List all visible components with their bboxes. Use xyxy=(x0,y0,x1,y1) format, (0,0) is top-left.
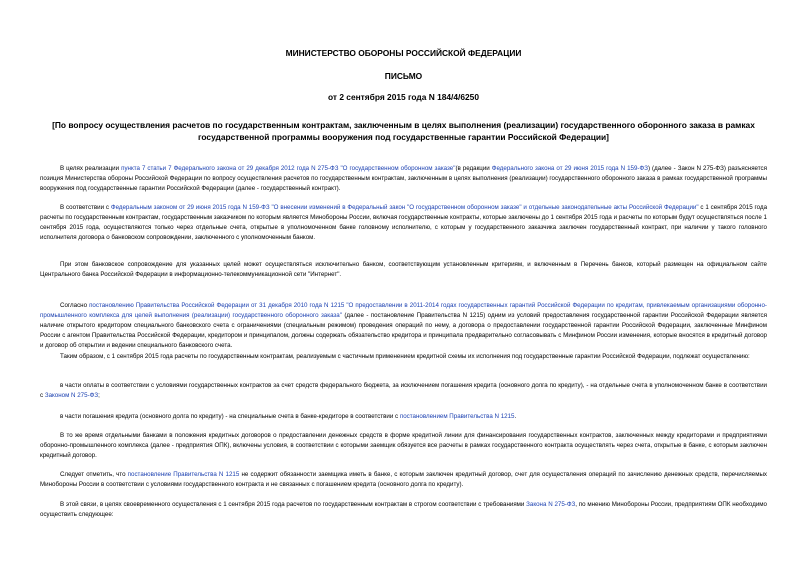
paragraph-8 xyxy=(40,431,767,461)
law-275-fz-link[interactable]: пункта 7 статьи 7 Федерального закона от 29 декабря 2012 года N 275-ФЗ "О государственном оборонном заказе" xyxy=(121,165,456,173)
law-275-fz-short-link[interactable]: Закона N 275-ФЗ xyxy=(526,501,576,509)
paragraph-text: В то же время отдельными банками в положения кредитных договоров о предоставлении денежных средств в форме кредитной линии для финансирования государственных контрактов, заключенных между кредиторами и предприятиями оборонно-промышленного комплекса (далее - предприятия ОПК), включены условия, в соответствии с которыми заемщик обязуется все расчеты в рамках государственного контракта осуществлять через счета, открытые в банке, с которым заключен кредитный договор. xyxy=(40,432,767,460)
resolution-1215-link[interactable]: постановление Правительства N 1215 xyxy=(127,471,240,479)
paragraph-text: (в редакции xyxy=(455,165,492,173)
paragraph-text: В соответствии с xyxy=(60,204,111,212)
paragraph-text: Согласно xyxy=(60,302,90,310)
paragraph-text: ; xyxy=(98,392,100,400)
law-159-fz-full-link[interactable]: Федеральным законом от 29 июня 2015 года N 159-ФЗ "О внесении изменений в Федеральный закон "О государственном оборонном заказе" и отдельные законодательные акты Российской Федерации" xyxy=(110,204,699,212)
paragraph-4 xyxy=(40,301,767,351)
paragraph-text: с 1 сентября 2015 года расчеты по государственным контрактам, государственным заказчиком по которым является Минобороны России, включая государственные контракты, которые заключены до 1 сентября 2015 года и расчеты по которым будут осуществляться после 1 сентября 2015 года, осуществляются только через отдельные счета, открытые в уполномоченном банке головному исполнителю, с которым у государственного заказчика заключен государственный контракт, при наличии у такого головного исполнителя договора о банковском сопровождении, заключенного с уполномоченным банком. xyxy=(40,204,768,242)
paragraph-text: в части погашения кредита (основного долга по кредиту) - на специальные счета в банке-кредиторе в соответствии с xyxy=(60,413,400,421)
paragraph-9 xyxy=(40,470,767,490)
paragraph-text: (далее - постановление Правительства N 1215) одним из условий предоставления государственной гарантии Российской Федерации является наличие открытого кредитором специального банковского счета с ограничениями (специальным режимом) проведения операций по нему, а договора о предоставлении государственной гарантии Российской Федерации, заключенные Минфином России с агентом Правительства Российской Федерации, кредитором и принципалом, должны содержать обязательство кредитора и принципала предварительно согласовывать с Минфином России изменения, которые вносятся в кредитный договор и договор об открытии и ведении специального банковского счета. xyxy=(40,312,767,350)
paragraph-text: В этой связи, в целях своевременного осуществления с 1 сентября 2015 года расчетов по государственным контрактам в строгом соответствии с требованиями xyxy=(60,501,527,509)
paragraph-text: в части оплаты в соответствии с условиями государственных контрактов за счет средств федерального бюджета, за исключением погашения кредита (основного долга по кредиту), - на отдельные счета в уполномоченном банке в соответствии с xyxy=(40,382,767,400)
law-159-fz-link[interactable]: Федерального закона от 29 июня 2015 года N 159-ФЗ xyxy=(491,165,648,173)
paragraph-1 xyxy=(40,164,767,194)
paragraph-text: , по мнению Минобороны России, предприятиям ОПК необходимо осуществить следующее: xyxy=(40,501,767,519)
paragraph-text: не содержит обязанности заемщика иметь в банке, с которым заключен кредитный договор, счет для осуществления операций по зачислению денежных средств, перечисляемых Минобороны России в соответствии с условиями государственного контракта и не связанных с погашением кредита (основного долга по кредиту). xyxy=(40,471,768,489)
paragraph-5 xyxy=(40,352,767,362)
paragraph-text: В целях реализации xyxy=(60,165,122,173)
paragraph-text: При этом банковское сопровождение для указанных целей может осуществляться исключительно банком, соответствующим установленным критериям, и включенным в Перечень банков, который размещен на официальном сайте Центрального банка Российской Федерации в информационно-телекоммуникационной сети "Интернет". xyxy=(40,261,767,279)
paragraph-text: Следует отметить, что xyxy=(60,471,128,479)
paragraph-text: . xyxy=(514,413,517,421)
law-275-fz-short-link[interactable]: Законом N 275-ФЗ xyxy=(44,392,99,400)
paragraph-text: ) (далее - Закон N 275-ФЗ) разъясняется позиция Министерства обороны Российской Федерации по вопросу осуществления расчетов по государственным контрактам, заключенным в целях выполнения (реализации) государственного оборонного заказа в рамках государственной программы вооружения под государственные гарантии Российской Федерации (далее - государственный контракт). xyxy=(40,165,767,193)
paragraph-10 xyxy=(40,500,767,520)
resolution-1215-link[interactable]: постановлением Правительства N 1215 xyxy=(399,413,515,421)
paragraph-text: Таким образом, с 1 сентября 2015 года расчеты по государственным контрактам, реализуемым с частичным применением кредитной схемы их исполнения под государственные гарантии Российской Федерации, подлежат осуществлению: xyxy=(60,353,750,361)
document-date-number: от 2 сентября 2015 года N 184/4/6250 xyxy=(327,92,479,102)
paragraph-6 xyxy=(40,381,767,401)
resolution-1215-full-link[interactable]: постановлению Правительства Российской Федерации от 31 декабря 2010 года N 1215 "О предоставлении в 2011-2014 годах государственных гарантий Российской Федерации по кредитам, привлекаемым организациями оборонно-промышленного комплекса для целей выполнения (реализации) государственного оборонного заказа" xyxy=(40,302,767,320)
document-type: ПИСЬМО xyxy=(384,71,423,81)
ministry-heading: МИНИСТЕРСТВО ОБОРОНЫ РОССИЙСКОЙ ФЕДЕРАЦИИ xyxy=(285,48,522,58)
paragraph-2 xyxy=(40,203,767,243)
paragraph-3 xyxy=(40,260,767,280)
paragraph-7 xyxy=(40,412,767,422)
document-subject: [По вопросу осуществления расчетов по государственным контрактам, заключенным в целях выполнения (реализации) государственного оборонного заказа в рамках государственной программы вооружения под государственные гарантии Российской Федерации] xyxy=(52,120,755,142)
